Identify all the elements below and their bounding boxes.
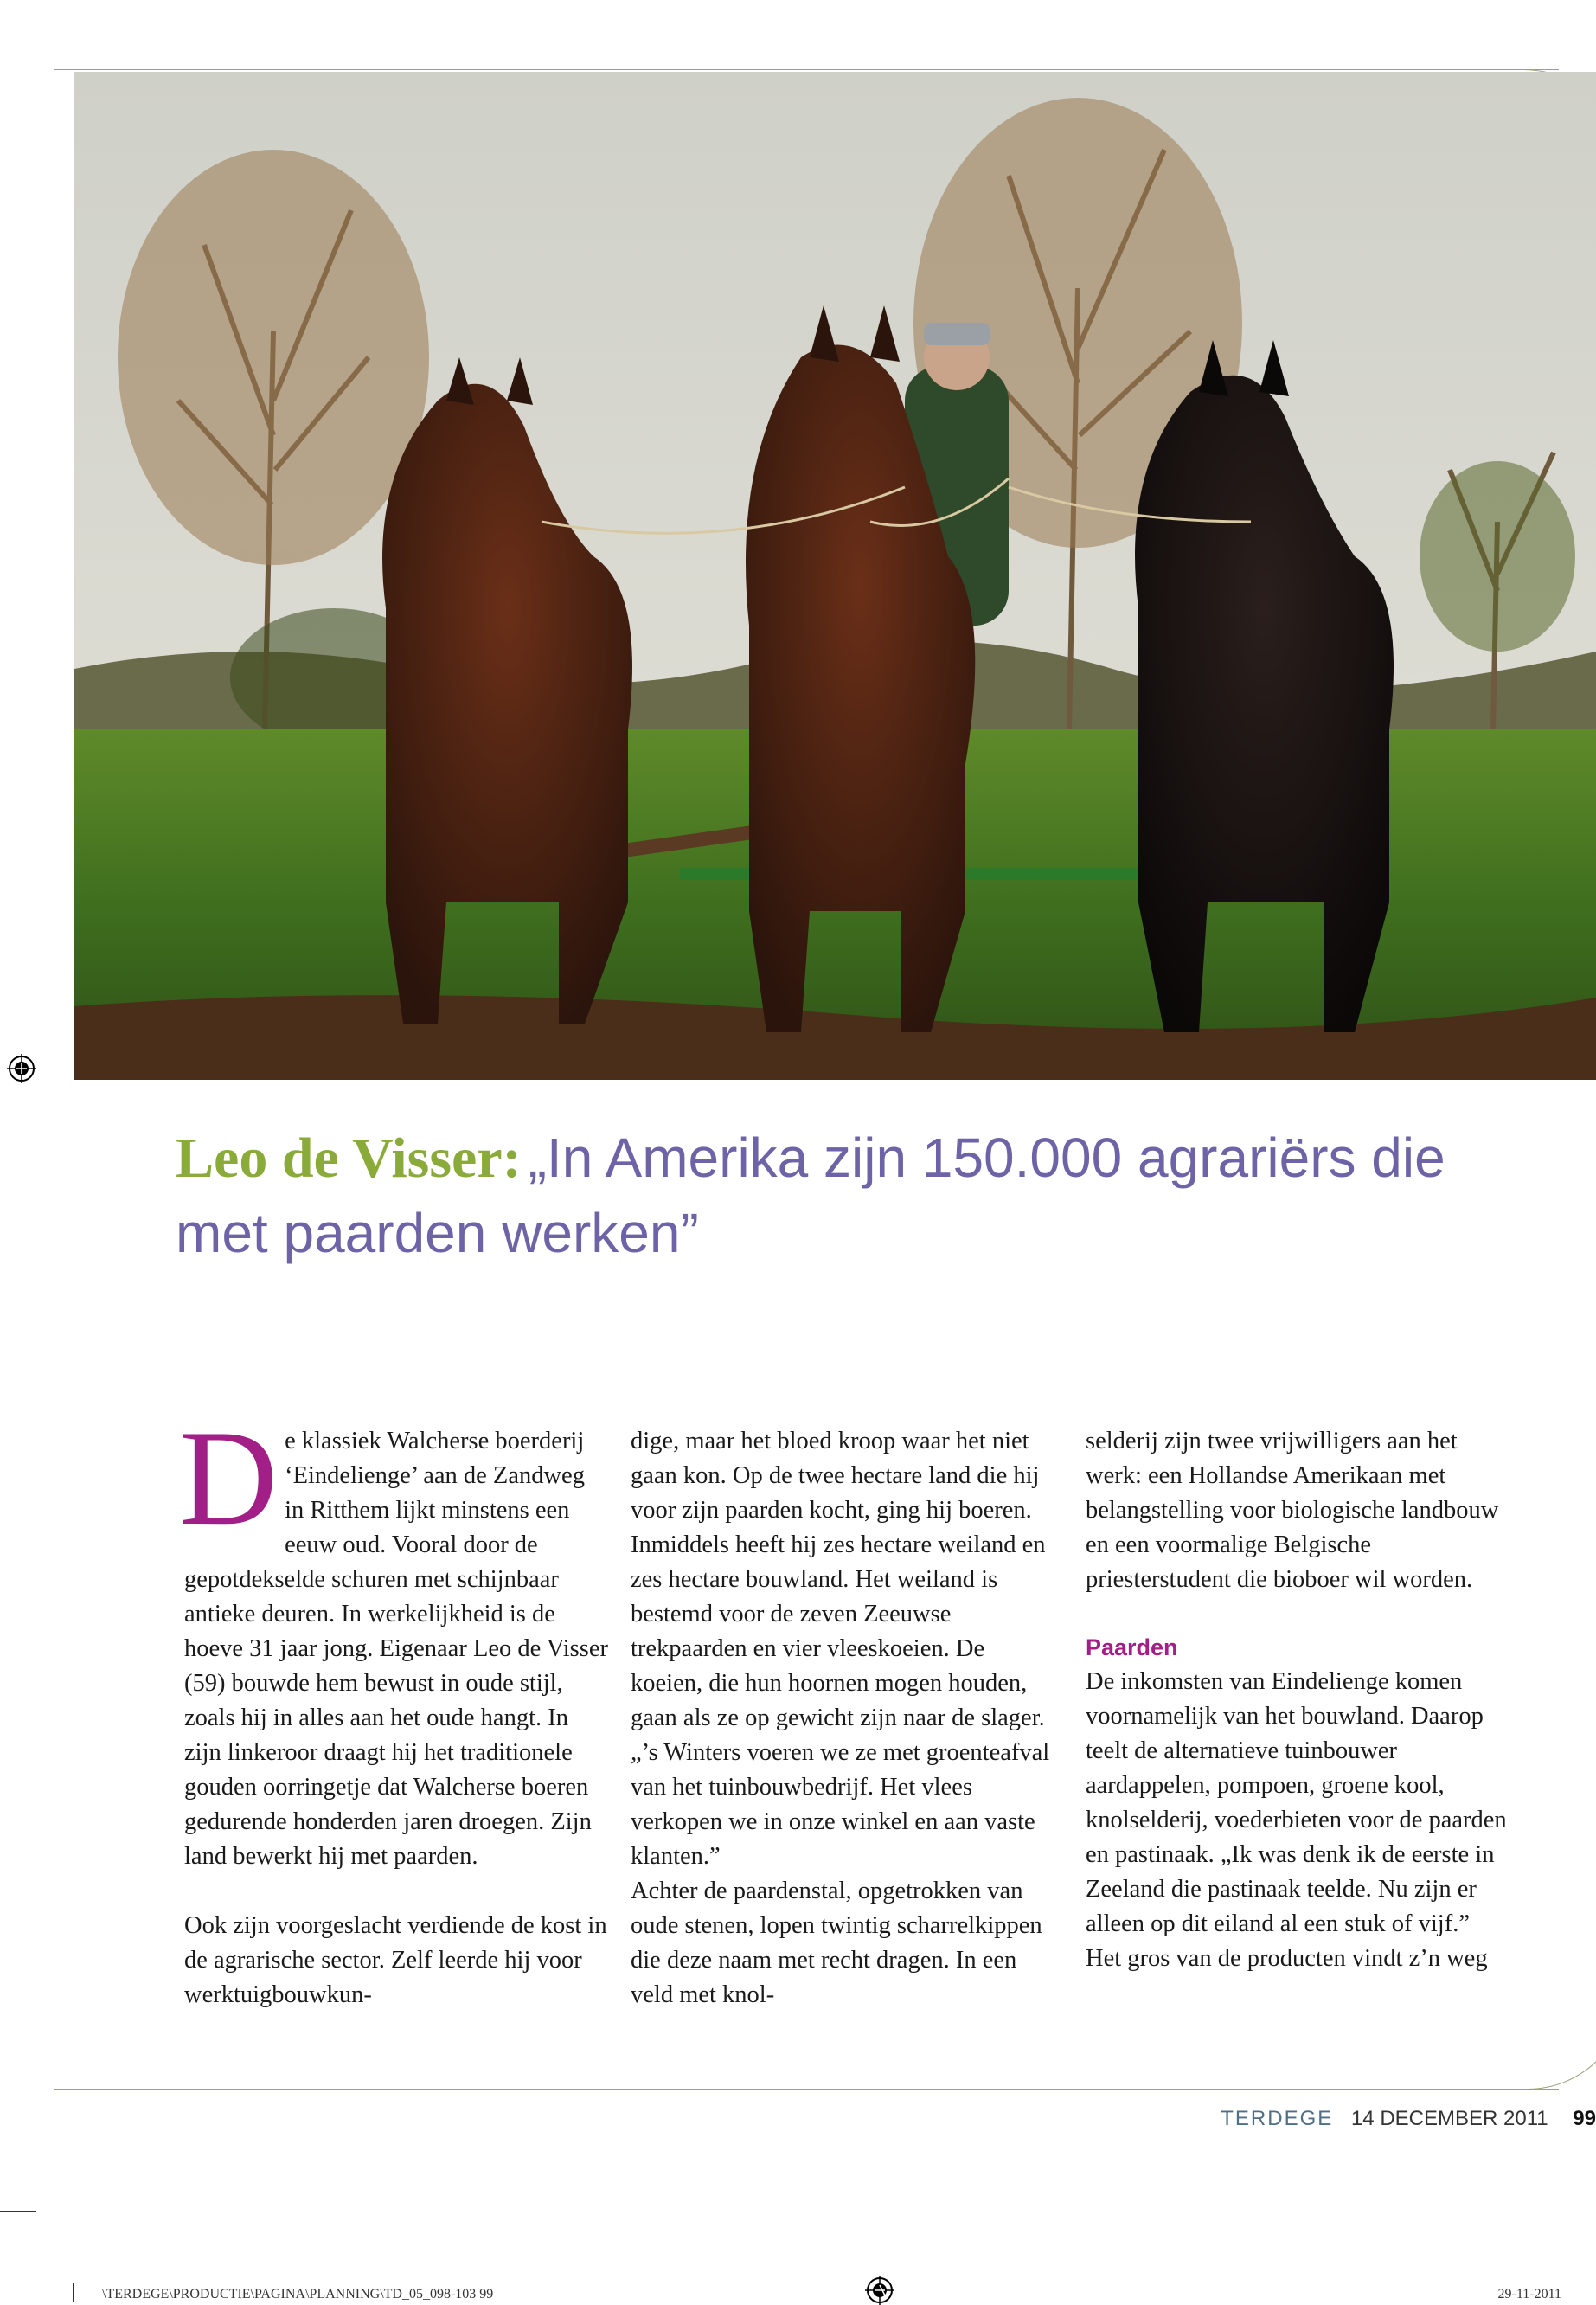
registration-mark-icon xyxy=(865,2276,894,2305)
article-headline xyxy=(176,1125,1473,1275)
horses-plowing-photo xyxy=(74,72,1596,1080)
article-paragraph: selderij zijn twee vrijwilligers aan het werk: een Hollandse Amerikaan met belangstelling voor biologische landbouw en een voormalige Belgische priesterstudent die bioboer wil worden. xyxy=(1086,1428,1499,1593)
frame-line-top xyxy=(54,69,1559,70)
issue-date: 14 DECEMBER 2011 xyxy=(1350,2107,1548,2130)
article-column-1 xyxy=(179,1403,608,2013)
frame-line-bottom xyxy=(54,2089,1559,2090)
headline-quote: „In Amerika zijn 150.000 agrariërs die met paarden werken” xyxy=(176,1127,1445,1264)
magazine-name: TERDEGE xyxy=(1221,2107,1334,2130)
crop-mark-left xyxy=(0,2211,36,2212)
article-paragraph: Achter de paardenstal, opgetrokken van oude stenen, lopen twintig scharrelkippen die deze naam met recht dragen. In een veld met knol- xyxy=(631,1878,1042,2008)
crop-mark-bottom xyxy=(73,2283,74,2302)
article-paragraph: Ook zijn voorgeslacht verdiende de kost in de agrarische sector. Zelf leerde hij voor werktuigbouwkun- xyxy=(184,1912,607,2008)
article-paragraph: e klassiek Walcherse boerderij ‘Eindelienge’ aan de Zandweg in Ritthem lijkt minstens een eeuw oud. Vooral door de gepotdekselde schuren met schijnbaar antieke deuren. In werkelijkheid is de hoeve 31 jaar jong. Eigenaar Leo de Visser (59) bouwde hem bewust in oude stijl, zoals hij in alles aan het oude hangt. In zijn linkeroor draagt hij het traditionele gouden oorringetje dat Walcherse boeren gedurende honderden jaren droegen. Zijn land bewerkt hij met paarden. xyxy=(184,1428,608,1870)
article-column-2 xyxy=(631,1424,1054,2013)
print-slug-date: 29-11-2011 xyxy=(1497,2287,1561,2302)
article-column-3 xyxy=(1086,1424,1509,1976)
registration-mark-icon xyxy=(7,1054,36,1083)
drop-cap: D xyxy=(179,1403,279,1554)
frame-curve-bottom xyxy=(1522,1990,1596,2090)
page-footer xyxy=(1221,2107,1596,2131)
headline-name: Leo de Visser: xyxy=(176,1127,522,1190)
article-paragraph: dige, maar het bloed kroop waar het niet gaan kon. Op de twee hectare land die hij voor zijn paarden kocht, ging hij boeren. Inmiddels heeft hij zes hectare weiland en zes hectare bouwland. Het weiland is bestemd voor de zeven Zeeuwse trekpaarden en vier vleeskoeien. De koeien, die hun hoornen mogen houden, gaan als ze op gewicht zijn naar de slager. „’s Winters voeren we ze met groenteafval van het tuinbouwbedrijf. Het vlees verkopen we in onze winkel en aan vaste klanten.” xyxy=(631,1428,1050,1870)
section-subheading: Paarden xyxy=(1086,1634,1178,1660)
article-paragraph: De inkomsten van Eindelienge komen voornamelijk van het bouwland. Daarop teelt de alternatieve tuinbouwer aardappelen, pompoen, groene kool, knolselderij, voederbieten voor de paarden en pastinaak. „Ik was denk ik de eerste in Zeeland die pastinaak teelde. Nu zijn er alleen op dit eiland al een stuk of vijf.” Het gros van de producten vindt z’n weg xyxy=(1086,1668,1507,1972)
print-slug-path: \TERDEGE\PRODUCTIE\PAGINA\PLANNING\TD_05_098-103 99 xyxy=(102,2287,494,2302)
page-number: 99 xyxy=(1573,2107,1596,2130)
